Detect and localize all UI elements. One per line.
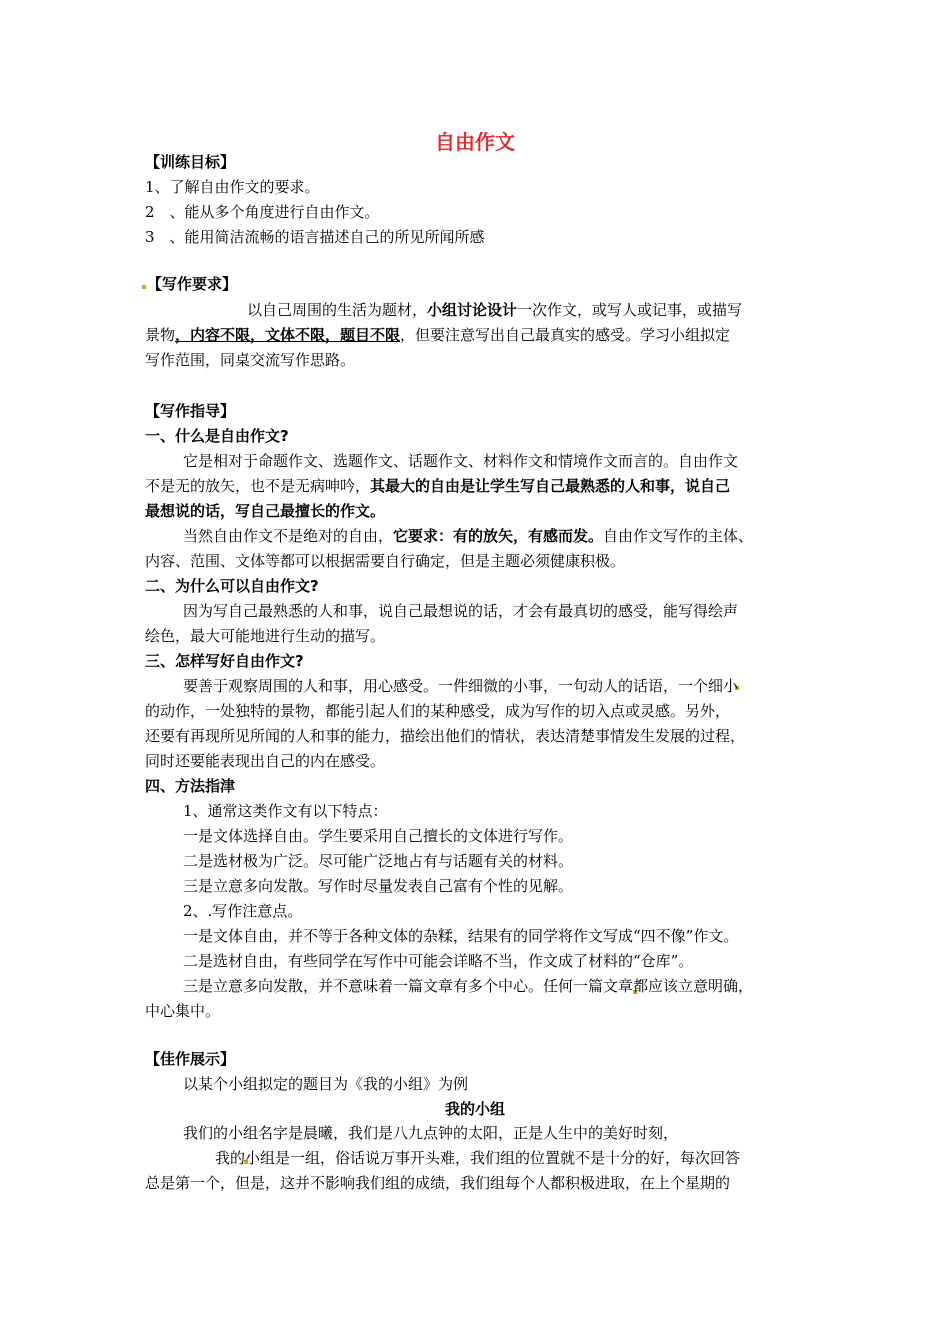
goal-item: 1、了解自由作文的要求。 [145,178,320,196]
paragraph-emphasis-line: 最想说的话，写自己最擅长的作文。 [145,502,386,520]
paragraph-line [183,526,753,546]
requirements-underlined-emphasis: ，内容不限，文体不限，题目不限 [175,326,401,344]
essay-line: 我的小组是一组，俗话说万事开头难，我们组的位置就不是十分的好，每次回答 [215,1149,741,1167]
guide-heading: 【写作指导】 [145,402,236,420]
paragraph-line: 因为写自己最熟悉的人和事，说自己最想说的话，才会有最真切的感受，能写得绘声 [183,602,739,620]
paragraph-text: 不是无的放矢，也不是无病呻吟， [145,477,371,495]
paragraph-emphasis: 其最大的自由是让学生写自己最熟悉的人和事，说自己 [370,477,731,495]
method-line: 三是立意多向发散，并不意味着一篇文章有多个中心。任何一篇文章都应该立意明确， [183,977,754,995]
method-line: 二是选材自由，有些同学在写作中可能会详略不当，作文成了材料的“仓库”。 [183,952,694,970]
paragraph-emphasis: 它要求：有的放矢，有感而发。 [393,527,604,545]
paragraph-line: 的动作，一处独特的景物，都能引起人们的某种感受，成为写作的切入点或灵感。另外， [145,702,731,720]
goals-heading: 【训练目标】 [145,153,236,171]
paragraph-line: 内容、范围、文体等都可以根据需要自行确定，但是主题必须健康积极。 [145,552,626,570]
paragraph-text: 自由作文写作的主体、 [603,527,754,545]
essay-line: 总是第一个，但是，这并不影响我们组的成绩，我们组每个人都积极进取，在上个星期的 [145,1174,731,1192]
paragraph-line: 要善于观察周围的人和事，用心感受。一件细微的小事，一句动人的话语，一个细小 [183,677,739,695]
paragraph-line [145,476,730,496]
requirements-text: 景物 [145,326,176,344]
requirements-text: ，但要注意写出自己最真实的感受。学习小组拟定 [400,326,731,344]
method-line: 2、.写作注意点。 [183,902,303,920]
method-line: 一是文体选择自由。学生要采用自己擅长的文体进行写作。 [183,827,574,845]
requirements-text: 一次作文，或写人或记事，或描写 [517,301,743,319]
requirements-paragraph-line: 写作范围，同桌交流写作思路。 [145,351,356,369]
section-heading: 二、为什么可以自由作文? [145,577,319,595]
scan-mark [142,285,146,289]
paragraph-line: 同时还要能表现出自己的内在感受。 [145,752,386,770]
showcase-intro: 以某个小组拟定的题目为《我的小组》为例 [183,1075,469,1093]
essay-line: 我们的小组名字是晨曦，我们是八九点钟的太阳，正是人生中的美好时刻， [183,1124,679,1142]
method-line: 二是选材极为广泛。尽可能广泛地占有与话题有关的材料。 [183,852,574,870]
paragraph-text: 当然自由作文不是绝对的自由， [183,527,394,545]
requirements-heading: 【写作要求】 [147,275,238,293]
section-heading: 三、怎样写好自由作文? [145,652,304,670]
goal-item: 2 、能从多个角度进行自由作文。 [145,203,380,221]
showcase-heading: 【佳作展示】 [145,1050,236,1068]
method-line: 一是文体自由，并不等于各种文体的杂糅，结果有的同学将作文写成“四不像”作文。 [183,927,739,945]
requirements-emphasis: 小组讨论设计 [427,301,518,319]
requirements-paragraph-line [247,300,742,320]
paragraph-line: 它是相对于命题作文、选题作文、话题作文、材料作文和情境作文而言的。自由作文 [183,452,739,470]
paragraph-line: 还要有再现所见所闻的人和事的能力，描绘出他们的情状，表达清楚事情发生发展的过程， [145,727,746,745]
section-heading: 四、方法指津 [145,777,236,795]
method-line: 中心集中。 [145,1002,221,1020]
goal-item: 3 、能用简洁流畅的语言描述自己的所见所闻所感 [145,228,485,246]
paragraph-line: 绘色，最大可能地进行生动的描写。 [145,627,386,645]
method-line: 三是立意多向发散。写作时尽量发表自己富有个性的见解。 [183,877,574,895]
document-title: 自由作文 [435,130,515,154]
requirements-text: 以自己周围的生活为题材， [247,301,428,319]
section-heading: 一、什么是自由作文? [145,427,289,445]
method-line: 1、通常这类作文有以下特点： [183,802,388,820]
requirements-paragraph-line [145,325,730,345]
essay-title: 我的小组 [444,1100,505,1118]
